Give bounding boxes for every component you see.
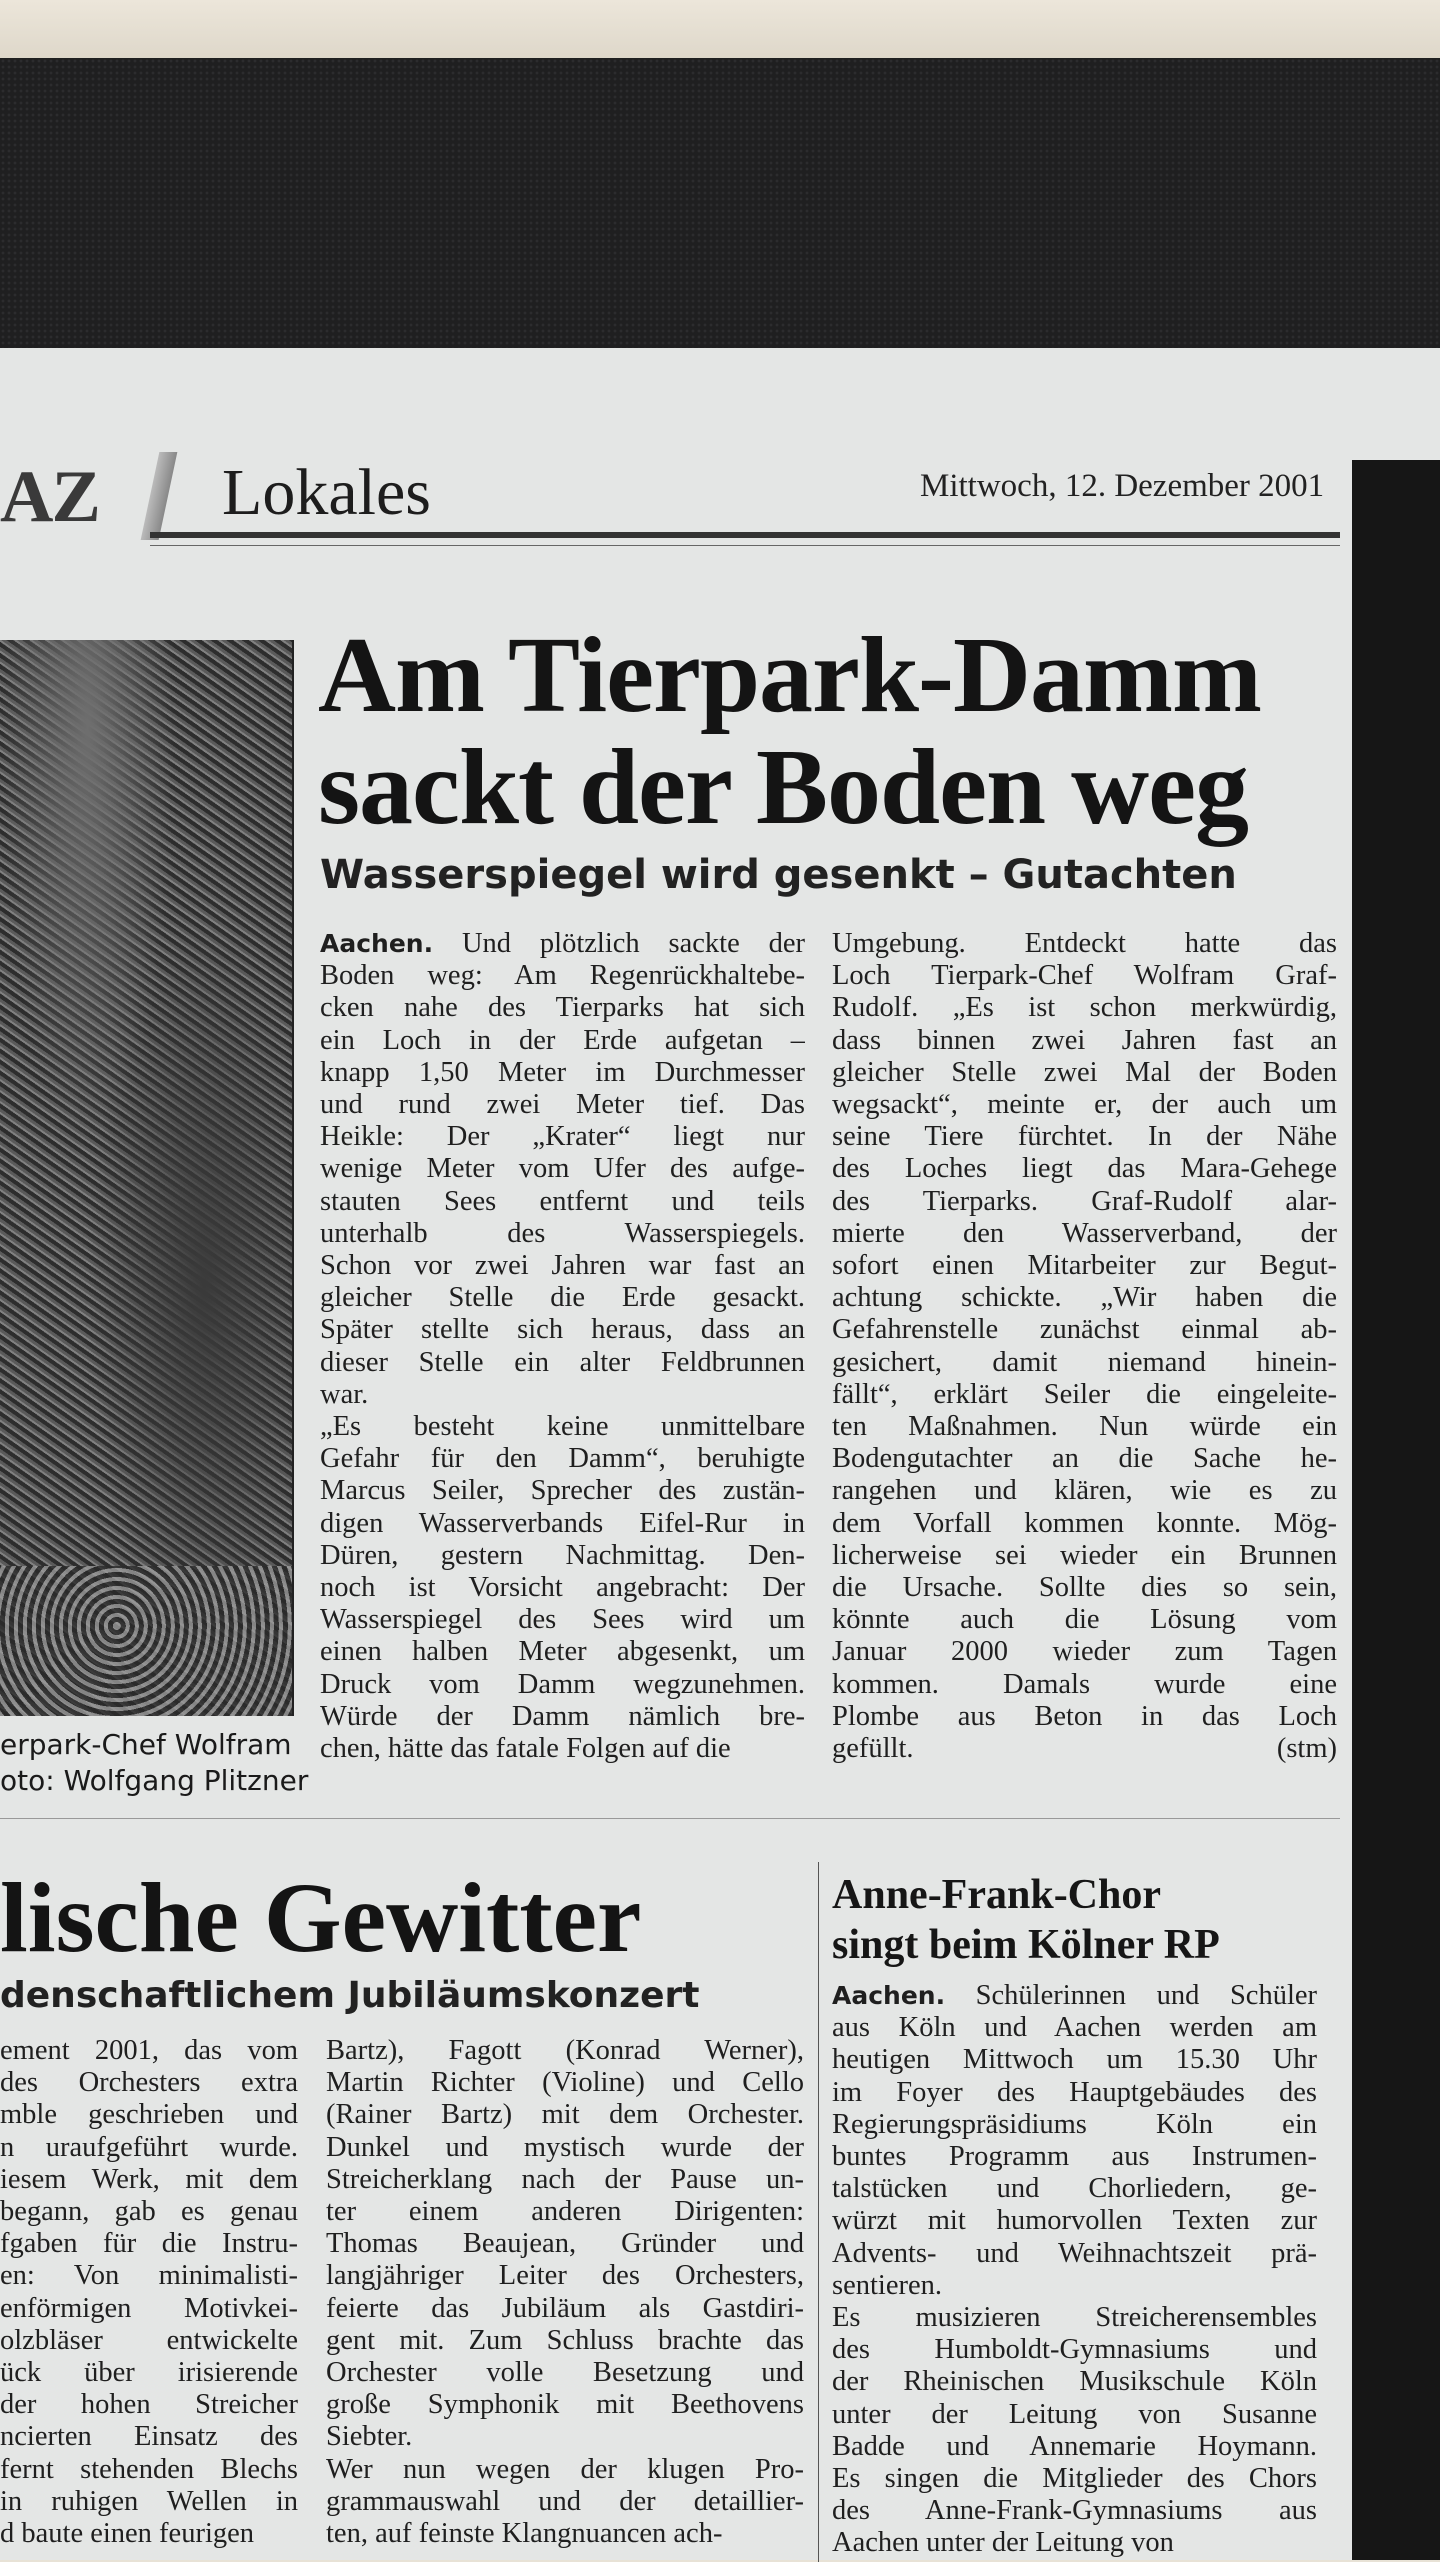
article-column-2	[832, 928, 1337, 1765]
text-line: Januar 2000 wieder zum Tagen	[832, 1636, 1337, 1668]
text-line: ement 2001, das vom	[0, 2035, 298, 2066]
text-line: sentieren.	[832, 2269, 942, 2301]
text-line: Thomas Beaujean, Gründer und	[326, 2228, 804, 2260]
text-line: knapp 1,50 Meter im Durchmesser	[320, 1056, 805, 1088]
concert-column-2	[326, 2035, 804, 2550]
text-line: und rund zwei Meter tief. Das	[320, 1089, 805, 1121]
column-rule	[818, 1862, 819, 2562]
text-line: Dunkel und mystisch wurde der	[326, 2131, 804, 2163]
text-line: Es singen die Mitglieder des Chors	[832, 2463, 1317, 2495]
dateline: Aachen.	[320, 929, 434, 958]
text-line: Regierungspräsidiums Köln ein	[832, 2108, 1317, 2140]
text-line	[320, 928, 805, 960]
photo-credit: oto: Wolfgang Plitzner	[0, 1764, 309, 1797]
text-line: gleicher Stelle die Erde gesackt.	[320, 1282, 805, 1314]
text-line: seine Tiere fürchtet. In der Nähe	[832, 1121, 1337, 1153]
text-line: ncierten Einsatz des	[0, 2421, 298, 2453]
text-line: ein Loch in der Erde aufgetan –	[320, 1024, 805, 1056]
chor-headline	[832, 1870, 1220, 1970]
concert-subhead: denschaftlichem Jubiläumskonzert	[0, 1975, 700, 2016]
article-headline	[318, 616, 1261, 847]
text-line: talstücken und Chorliedern, ge-	[832, 2173, 1317, 2205]
text-line: Umgebung. Entdeckt hatte das	[832, 928, 1337, 959]
text-line: Plombe aus Beton in das Loch	[832, 1700, 1337, 1732]
text-line: en: Von minimalisti-	[0, 2260, 298, 2292]
text-line: Wer nun wegen der klugen Pro-	[326, 2453, 804, 2485]
text-line: Advents- und Weihnachtszeit prä-	[832, 2237, 1317, 2269]
text-line: die Ursache. Sollte dies so sein,	[832, 1572, 1337, 1604]
text-line: dieser Stelle ein alter Feldbrunnen	[320, 1346, 805, 1378]
text-line: gent mit. Zum Schluss brachte das	[326, 2324, 804, 2356]
text-line: Bodengutachter an die Sache he-	[832, 1443, 1337, 1475]
text-line: Gefahr für den Damm“, beruhigte	[320, 1443, 805, 1475]
text-line: „Es besteht keine unmittelbare	[320, 1411, 805, 1443]
text-line: gesichert, damit niemand hinein-	[832, 1346, 1337, 1378]
text-line: des Anne-Frank-Gymnasiums aus	[832, 2495, 1317, 2527]
text-line: Boden weg: Am Regenrückhaltebe-	[320, 960, 805, 992]
text-line: Martin Richter (Violine) und Cello	[326, 2067, 804, 2099]
article-column-1	[320, 928, 805, 1765]
text-line: Druck vom Damm wegzunehmen.	[320, 1668, 805, 1700]
foam-mount	[0, 58, 1440, 388]
text-line: chen, hätte das fatale Folgen auf die	[320, 1733, 731, 1765]
article-subhead: Wasserspiegel wird gesenkt – Gutachten	[320, 852, 1237, 898]
text-line: mble geschrieben und	[0, 2099, 298, 2131]
text-line: mierte den Wasserverband, der	[832, 1217, 1337, 1249]
chor-headline-line-2: singt beim Kölner RP	[832, 1922, 1220, 1968]
text-line: Es musizieren Streicherensembles	[832, 2302, 1317, 2334]
text-line: gleicher Stelle zwei Mal der Boden	[832, 1056, 1337, 1088]
text-line: fällt“, erklärt Seiler die eingeleite-	[832, 1378, 1337, 1410]
text-line: des Humboldt-Gymnasiums und	[832, 2334, 1317, 2366]
text-line: Düren, gestern Nachmittag. Den-	[320, 1539, 805, 1571]
text-line: Orchester volle Besetzung und	[326, 2357, 804, 2389]
text-line: Wasserspiegel des Sees wird um	[320, 1604, 805, 1636]
text-line: Aachen unter der Leitung von	[832, 2527, 1174, 2559]
text-line: langjähriger Leiter des Orchesters,	[326, 2260, 804, 2292]
text-line: wegsackt“, meinte er, der auch um	[832, 1089, 1337, 1121]
text-line: könnte auch die Lösung vom	[832, 1604, 1337, 1636]
text-line: fernt stehenden Blechs	[0, 2453, 298, 2485]
text-line: Später stellte sich heraus, dass an	[320, 1314, 805, 1346]
headline-line-1: Am Tierpark-Damm	[318, 616, 1261, 735]
photo-foliage	[0, 1566, 292, 1716]
header-rule-thin	[150, 545, 1340, 546]
text-line: rangehen und klären, wie es zu	[832, 1475, 1337, 1507]
text-line: (Rainer Bartz) mit dem Orchester.	[326, 2099, 804, 2131]
text-line: Schon vor zwei Jahren war fast an	[320, 1250, 805, 1282]
text-line: würzt mit humorvollen Texten zur	[832, 2205, 1317, 2237]
text-line: sofort einen Mitarbeiter zur Begut-	[832, 1250, 1337, 1282]
text-line: Bartz), Fagott (Konrad Werner),	[326, 2035, 804, 2066]
section-divider	[0, 1818, 1340, 1819]
text-line: des Tierparks. Graf-Rudolf alar-	[832, 1185, 1337, 1217]
text-line: kommen. Damals wurde eine	[832, 1668, 1337, 1700]
text-line: feierte das Jubiläum als Gastdiri-	[326, 2292, 804, 2324]
text-line: Badde und Annemarie Hoymann.	[832, 2430, 1317, 2462]
page-edge-shadow	[1352, 460, 1440, 2560]
text-line: olzbläser entwickelte	[0, 2324, 298, 2356]
text-line: gefüllt. (stm)	[832, 1733, 1337, 1765]
text-line: ück über irisierende	[0, 2357, 298, 2389]
text-line: achtung schickte. „Wir haben die	[832, 1282, 1337, 1314]
text-fragment: Schülerinnen und Schüler	[945, 1980, 1317, 2011]
text-line: aus Köln und Aachen werden am	[832, 2012, 1317, 2044]
text-line: noch ist Vorsicht angebracht: Der	[320, 1572, 805, 1604]
text-line: enförmigen Motivkei-	[0, 2292, 298, 2324]
text-line: im Foyer des Hauptgebäudes des	[832, 2076, 1317, 2108]
text-line: dem Vorfall kommen konnte. Mög-	[832, 1507, 1337, 1539]
text-line: grammauswahl und der detaillier-	[326, 2485, 804, 2517]
text-line: Streicherklang nach der Pause un-	[326, 2163, 804, 2195]
text-line: heutigen Mittwoch um 15.30 Uhr	[832, 2044, 1317, 2076]
concert-column-1	[0, 2035, 298, 2550]
text-line: Würde der Damm nämlich bre-	[320, 1700, 805, 1732]
text-line: in ruhigen Wellen in	[0, 2485, 298, 2517]
chor-headline-line-1: Anne-Frank-Chor	[832, 1872, 1162, 1918]
text-line: der Rheinischen Musikschule Köln	[832, 2366, 1317, 2398]
text-line: ten Maßnahmen. Nun würde ein	[832, 1411, 1337, 1443]
text-line: Loch Tierpark-Chef Wolfram Graf-	[832, 960, 1337, 992]
text-line: buntes Programm aus Instrumen-	[832, 2141, 1317, 2173]
text-line: Gefahrenstelle zunächst einmal ab-	[832, 1314, 1337, 1346]
text-line: war.	[320, 1378, 369, 1410]
photo-dam-image	[0, 640, 294, 1716]
text-line: Heikle: Der „Krater“ liegt nur	[320, 1121, 805, 1153]
author-signature: (stm)	[1276, 1733, 1337, 1765]
masthead: AZ	[0, 456, 99, 538]
text-fragment: Und plötzlich sackte der	[433, 928, 805, 959]
text-line: unterhalb des Wasserspiegels.	[320, 1217, 805, 1249]
text-line: Siebter.	[326, 2421, 413, 2453]
text-line: große Symphonik mit Beethovens	[326, 2389, 804, 2421]
text-line: Rudolf. „Es ist schon merkwürdig,	[832, 992, 1337, 1024]
text-line: digen Wasserverbands Eifel-Rur in	[320, 1507, 805, 1539]
text-line: ten, auf feinste Klangnuancen ach-	[326, 2518, 723, 2550]
text-line: fgaben für die Instru-	[0, 2228, 298, 2260]
text-line: n uraufgeführt wurde.	[0, 2131, 298, 2163]
headline-line-2: sackt der Boden weg	[318, 728, 1249, 847]
text-line: der hohen Streicher	[0, 2389, 298, 2421]
text-line: cken nahe des Tierparks hat sich	[320, 992, 805, 1024]
text-line: d baute einen feurigen	[0, 2518, 255, 2550]
photo-caption: erpark-Chef Wolfram	[0, 1728, 292, 1761]
concert-headline: lische Gewitter	[0, 1862, 642, 1973]
text-line: wenige Meter vom Ufer des aufge-	[320, 1153, 805, 1185]
text-line: ter einem anderen Dirigenten:	[326, 2196, 804, 2228]
section-title: Lokales	[222, 456, 431, 529]
text-line: des Orchesters extra	[0, 2067, 298, 2099]
text-line: begann, gab es genau	[0, 2196, 298, 2228]
issue-date: Mittwoch, 12. Dezember 2001	[920, 468, 1325, 504]
text-line: Marcus Seiler, Sprecher des zustän-	[320, 1475, 805, 1507]
text-line: dass binnen zwei Jahren fast an	[832, 1024, 1337, 1056]
header-rule	[150, 532, 1340, 538]
text-line: unter der Leitung von Susanne	[832, 2398, 1317, 2430]
text-line	[832, 1980, 1317, 2012]
chor-column	[832, 1980, 1317, 2560]
text-line: des Loches liegt das Mara-Gehege	[832, 1153, 1337, 1185]
text-line: einen halben Meter abgesenkt, um	[320, 1636, 805, 1668]
text-line: stauten Sees entfernt und teils	[320, 1185, 805, 1217]
text-line: iesem Werk, mit dem	[0, 2163, 298, 2195]
dateline: Aachen.	[832, 1981, 946, 2010]
text-line: licherweise sei wieder ein Brunnen	[832, 1539, 1337, 1571]
